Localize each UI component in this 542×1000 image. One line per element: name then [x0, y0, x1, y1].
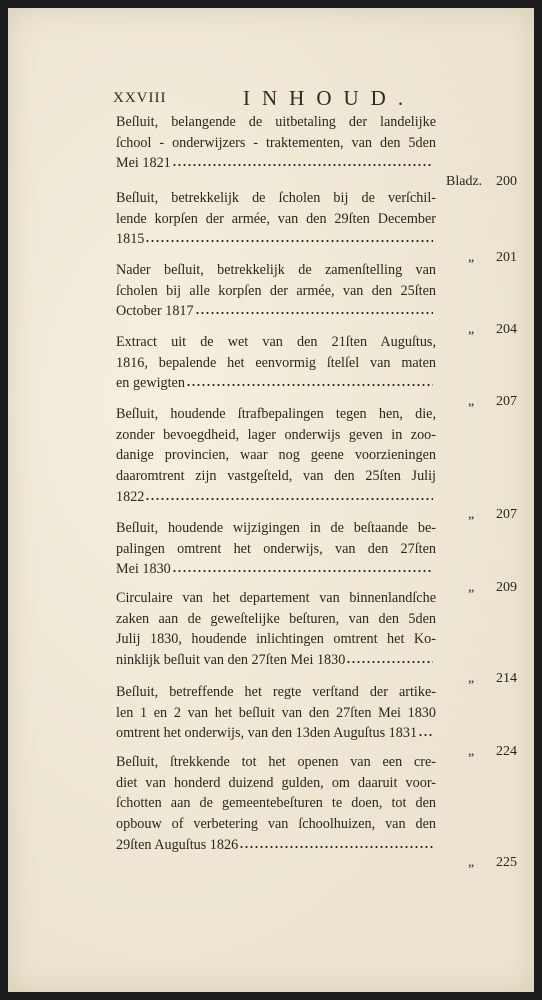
dot-leader	[172, 163, 433, 167]
entry-last-text: 1815	[116, 231, 145, 248]
page-number-ref: 201	[496, 250, 517, 266]
page-number-ref: 214	[496, 670, 517, 686]
entry-text-line: Julij 1830, houdende inlichtingen omtrent het Ko-	[116, 631, 436, 648]
toc-entry	[116, 682, 517, 760]
entry-last-line	[116, 559, 517, 596]
entry-last-text: ninklijk beſluit van den 27ſten Mei 1830	[116, 652, 346, 669]
entry-last-line	[116, 487, 517, 523]
entry-text-line: ſchool - onderwijzers - traktementen, van den 5den	[116, 134, 436, 151]
ditto-mark: „	[468, 322, 475, 338]
entry-last-text: Mei 1821	[116, 155, 171, 172]
toc-entry	[116, 112, 517, 190]
ditto-mark: „	[468, 855, 475, 871]
entry-text-line: opbouw of verbetering van ſchoolhuizen, van den	[116, 816, 436, 833]
page-number-ref: 207	[496, 394, 517, 410]
book-page	[8, 8, 534, 992]
page-number-ref: 207	[496, 507, 517, 523]
dot-leader	[172, 569, 433, 573]
entry-text-line: ſcholen bij alle korpſen der armée, van den 25ſten	[116, 282, 436, 299]
entry-last-text: Mei 1830	[116, 561, 171, 578]
dot-leader	[145, 497, 433, 501]
ditto-mark: „	[468, 580, 475, 596]
dot-leader	[195, 311, 433, 315]
entry-text-line: Beſluit, betreffende het regte verſtand der artike-	[116, 684, 436, 700]
entry-last-line	[116, 723, 517, 760]
entry-last-line	[116, 229, 517, 266]
toc-entry	[116, 188, 517, 266]
page-number-ref: 204	[496, 322, 517, 338]
entry-last-line	[116, 650, 517, 686]
page-number-ref: 209	[496, 580, 517, 596]
dot-leader	[145, 239, 433, 243]
entry-last-line	[116, 373, 517, 410]
entry-last-text: October 1817	[116, 303, 194, 320]
entry-text-line: daaromtrent zijn vastgeſteld, van den 25ſten Julij	[116, 468, 436, 485]
page-number-ref: 225	[496, 855, 517, 871]
entry-last-text: 1822	[116, 488, 145, 505]
entry-text-line: palingen omtrent het onderwijs, van den 27ſten	[116, 540, 436, 557]
entry-last-text: omtrent het onderwijs, van den 13den Auguſtus 1831	[116, 725, 418, 742]
entry-last-text: en gewigten	[116, 375, 185, 392]
entry-last-line	[116, 835, 517, 871]
page-number-ref: 224	[496, 744, 517, 760]
ditto-mark: „	[468, 250, 475, 266]
entry-text-line: zaken aan de geweſtelijke beſturen, van den 5den	[116, 610, 436, 627]
dot-leader	[418, 733, 433, 737]
entry-last-text: 29ſten Auguſtus 1826	[116, 836, 239, 853]
ditto-mark: „	[468, 507, 475, 523]
entry-text-line: Extract uit de wet van den 21ſten Auguſtus,	[116, 334, 436, 350]
bladz-label: Bladz.	[446, 174, 483, 190]
dot-leader	[239, 845, 433, 849]
entry-text-line: Nader beſluit, betrekkelijk de zamenſtelling van	[116, 262, 436, 278]
ditto-mark: „	[468, 744, 475, 760]
entry-text-line: diet van honderd duizend gulden, om daaruit voor-	[116, 774, 436, 791]
entry-text-line: Beſluit, ſtrekkende tot het openen van een cre-	[116, 754, 436, 770]
page-number-ref: 200	[496, 174, 517, 190]
entry-text-line: Beſluit, betrekkelijk de ſcholen bij de verſchil-	[116, 190, 436, 206]
entry-text-line: 1816, bepalende het eenvormig ſtelſel van maten	[116, 354, 436, 371]
entry-text-line: lende korpſen der armée, van den 29ſten December	[116, 210, 436, 227]
toc-entry	[116, 332, 517, 410]
ditto-mark: „	[468, 394, 475, 410]
entry-text-line: Circulaire van het departement van binnenlandſche	[116, 590, 436, 606]
entry-text-line: Beſluit, houdende ſtrafbepalingen tegen hen, die,	[116, 406, 436, 422]
page-number: XXVIII	[113, 90, 167, 106]
entry-text-line: Beſluit, belangende de uitbetaling der landelijke	[116, 114, 436, 130]
entry-text-line: len 1 en 2 van het beſluit van den 27ſten Mei 1830	[116, 704, 436, 721]
toc-entry	[116, 518, 517, 596]
toc-entry	[116, 404, 517, 523]
entry-text-line: zonder bevoegdheid, lager onderwijs geven in zoo-	[116, 426, 436, 443]
entry-text-line: ſchotten aan de gemeentebeſturen te doen, tot den	[116, 795, 436, 812]
page-title: INHOUD.	[243, 86, 416, 110]
dot-leader	[346, 660, 433, 664]
ditto-mark: „	[468, 670, 475, 686]
entry-last-line	[116, 153, 517, 190]
dot-leader	[186, 383, 433, 387]
entry-last-line	[116, 301, 517, 338]
toc-entry	[116, 260, 517, 338]
entry-text-line: danige provincien, waar nog geene voorzieningen	[116, 447, 436, 464]
entry-text-line: Beſluit, houdende wijzigingen in de beſtaande be-	[116, 520, 436, 536]
